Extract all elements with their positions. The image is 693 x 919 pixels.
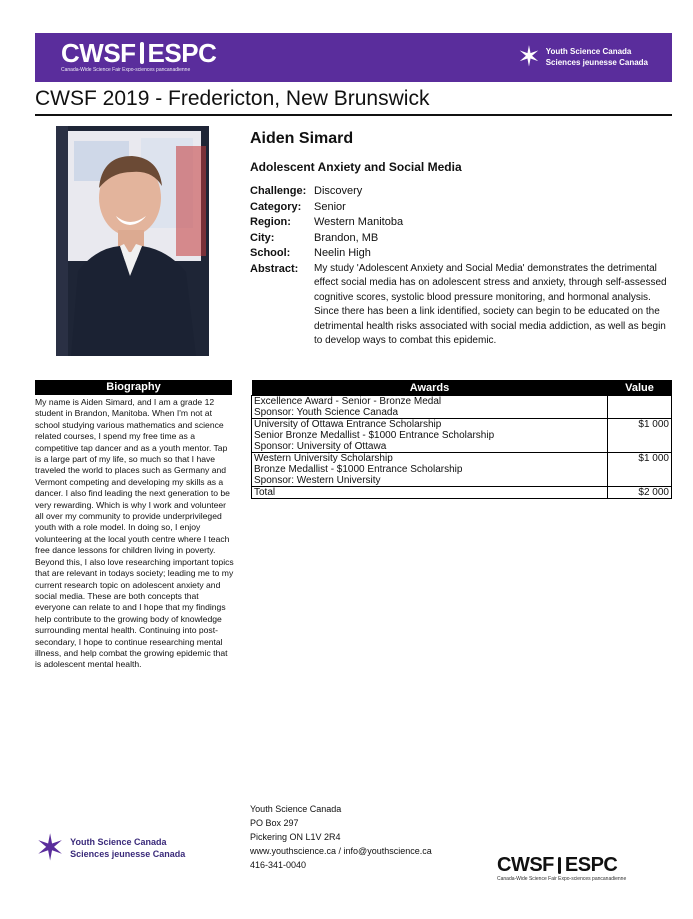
- address-line: www.youthscience.ca / info@youthscience.ca: [250, 846, 432, 856]
- cwsf-logo-text: CWSF: [61, 38, 136, 68]
- award-line: Excellence Award - Senior - Bronze Medal: [254, 396, 442, 407]
- espc-logo-text: ESPC: [147, 38, 217, 68]
- total-value: $2 000: [608, 487, 672, 499]
- detail-value: Western Manitoba: [314, 216, 404, 228]
- ysc-logo-line2: Sciences jeunesse Canada: [545, 58, 648, 67]
- address-line: PO Box 297: [250, 818, 299, 828]
- abstract-text: My study 'Adolescent Anxiety and Social Media' demonstrates the detrimental effect social media has on adolescent stress and anxiety, through self-assessed cognitive scores, systolic blood pressure monitoring, and hormonal analysis. Since there has been a link identified, society can begin to be educated on the detrimental health risks associated with social media addiction, as well as begin to develop ways to combat this epidemic.: [314, 262, 667, 346]
- cwsf-logo-text: CWSF: [497, 854, 554, 876]
- table-row: [252, 396, 672, 419]
- table-row: [252, 419, 672, 453]
- award-value: $1 000: [608, 453, 672, 487]
- address-line: Pickering ON L1V 2R4: [250, 832, 341, 842]
- detail-label: Category:: [250, 200, 302, 213]
- espc-logo-text: ESPC: [564, 854, 618, 876]
- total-label: Total: [252, 487, 608, 499]
- student-details: [250, 184, 672, 349]
- award-line: Western University Scholarship: [254, 453, 393, 464]
- detail-label: School:: [250, 247, 291, 259]
- logo-divider: [140, 42, 144, 64]
- ysc-logo-line2: Sciences jeunesse Canada: [70, 849, 186, 859]
- detail-value: Senior: [314, 200, 346, 213]
- detail-row-city: [250, 231, 672, 247]
- detail-row-region: [250, 215, 672, 231]
- awards-table: [251, 380, 672, 499]
- detail-value: Brandon, MB: [314, 231, 379, 244]
- awards-column-header: Awards: [252, 380, 608, 396]
- detail-label: Challenge:: [250, 185, 307, 197]
- star-icon: ✶: [35, 827, 66, 868]
- cwsf-logo-subtitle: Canada-Wide Science Fair Expo-sciences pancanadienne: [497, 876, 627, 882]
- detail-value: Discovery: [314, 185, 363, 197]
- award-value: $1 000: [608, 419, 672, 453]
- ysc-logo: [517, 43, 648, 71]
- award-line: Bronze Medallist - $1000 Entrance Scholarship: [254, 464, 463, 475]
- total-row: [252, 487, 672, 499]
- page-title: CWSF 2019 - Fredericton, New Brunswick: [35, 87, 430, 110]
- title-divider: [35, 114, 672, 116]
- cwsf-logo: [61, 39, 216, 73]
- award-value: [608, 396, 672, 419]
- star-icon: ✶: [517, 41, 541, 72]
- footer-cwsf-logo: [497, 854, 626, 882]
- address-line: Youth Science Canada: [250, 804, 342, 814]
- award-line: University of Ottawa Entrance Scholarship: [254, 419, 442, 430]
- award-description: [252, 453, 608, 487]
- table-row: [252, 453, 672, 487]
- award-description: [252, 419, 608, 453]
- student-name: Aiden Simard: [250, 130, 354, 147]
- logo-divider: [558, 857, 561, 874]
- footer-ysc-logo: [35, 827, 186, 868]
- project-title: Adolescent Anxiety and Social Media: [250, 160, 462, 174]
- detail-row-challenge: [250, 184, 672, 200]
- biography-heading: Biography: [35, 380, 232, 395]
- cwsf-logo-subtitle: Canada-Wide Science Fair Expo-sciences pancanadienne: [61, 67, 191, 73]
- detail-label: Region:: [250, 216, 291, 228]
- student-photo: [56, 126, 209, 356]
- award-line: Sponsor: University of Ottawa: [254, 441, 387, 452]
- value-column-header: Value: [608, 380, 672, 396]
- header-banner: [35, 33, 672, 82]
- address-line: 416-341-0040: [250, 860, 307, 870]
- ysc-logo-line1: Youth Science Canada: [70, 837, 167, 847]
- detail-value: Neelin High: [314, 247, 371, 259]
- award-line: Senior Bronze Medallist - $1000 Entrance Scholarship: [254, 430, 495, 441]
- footer-address: [250, 802, 432, 872]
- detail-row-category: [250, 200, 672, 216]
- detail-label: City:: [250, 231, 275, 244]
- ysc-logo-line1: Youth Science Canada: [545, 47, 632, 56]
- biography-text: My name is Aiden Simard, and I am a grade 12 student in Brandon, Manitoba. When I'm not at school studying various mathematics and science related courses, I spend my free time as a competitive tap dancer and as a youth mentor. Tap is a large part of my life, so much so that I have traveled the world to places such as Germany and Vermont competing and developing my skills as a dancer. I also find leading the next generation to be very rewarding. Which is why I work and volunteer all over my community to provide underprivileged youth with a role model. In doing so, I enjoy volunteering at the local youth centre where I teach free dance lessons for children living in poverty. Beyond this, I also love researching important topics that are relevant in todays society; leading me to my current research topic on adolescent anxiety and social media. These are both concepts that everyone can relate to and I hope that my findings help contribute to the growing body of knowledge surrounding mental health. Continuing into post-secondary, I hope to continue researching mental illness, and help combat the growing epidemic that is adolescent mental health.: [35, 397, 234, 670]
- award-line: Sponsor: Western University: [254, 475, 381, 486]
- detail-row-abstract: [250, 262, 672, 349]
- abstract-label: Abstract:: [250, 262, 299, 275]
- detail-row-school: [250, 246, 672, 262]
- award-line: Sponsor: Youth Science Canada: [254, 407, 398, 418]
- award-description: [252, 396, 608, 419]
